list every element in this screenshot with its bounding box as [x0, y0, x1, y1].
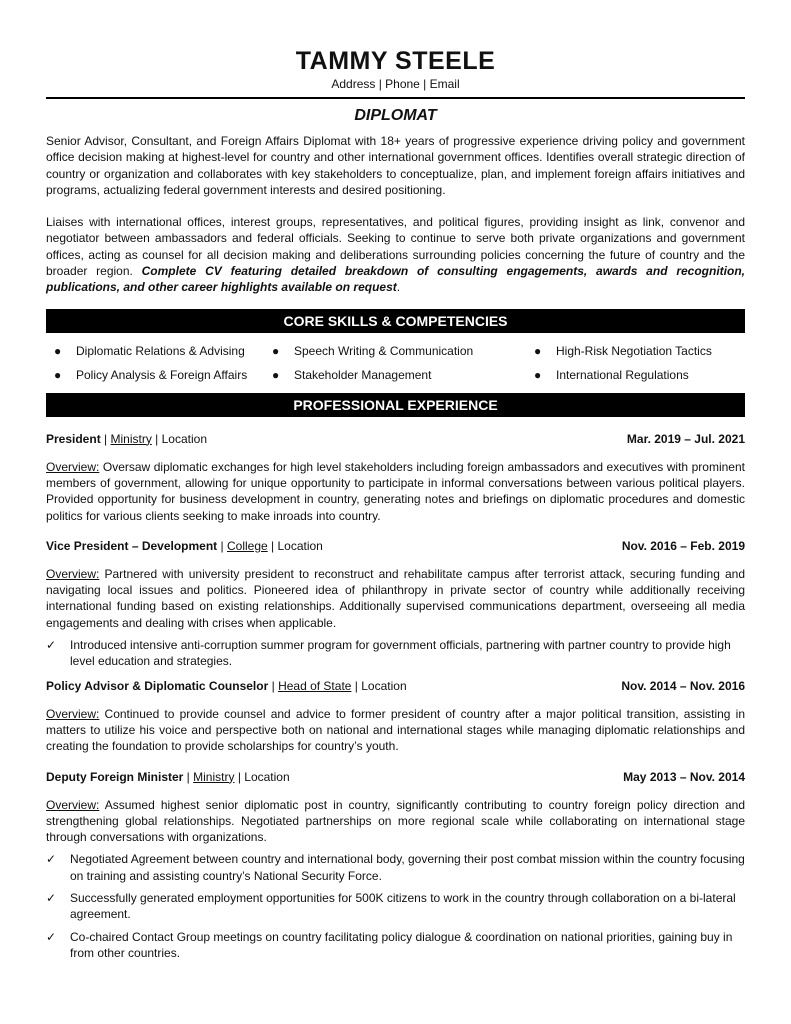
job-organization: Ministry: [193, 769, 235, 784]
skill-label: International Regulations: [556, 367, 689, 382]
overview-text: Oversaw diplomatic exchanges for high level stakeholders including foreign ambassadors and executives with prominent members of government, allowing for unique opportunity to participate in informal conversations between various political players. Provided opportunity for business development in country, generating notes and briefings on diplomatic procedures and domestic politics for various clients seeking to make inroads into country.: [46, 459, 745, 523]
candidate-name: TAMMY STEELE: [295, 47, 496, 75]
achievement-text: Introduced intensive anti-corruption summer program for government officials, partnering with partner country to provide high level education and strategies.: [70, 638, 731, 669]
achievement-list: [46, 851, 745, 961]
skill-label: Stakeholder Management: [294, 367, 432, 382]
skill-item: [272, 343, 474, 359]
header-divider: [46, 97, 745, 99]
summary-cv-note: Complete CV featuring detailed breakdown of consulting engagements, awards and recognition, publications, and other career highlights available on request: [46, 264, 745, 295]
skill-label: Speech Writing & Communication: [294, 343, 474, 358]
achievement-text: Co-chaired Contact Group meetings on country facilitating policy dialogue & coordination on national priorities, gaining buy in from other countries.: [70, 929, 733, 960]
achievement-text: Successfully generated employment opportunities for 500K citizens to work in the country through collaboration on a bi-lateral agreement.: [70, 891, 736, 922]
job-role: Policy Advisor & Diplomatic Counselor: [46, 678, 269, 693]
skill-item: [54, 367, 248, 383]
job-overview: [46, 797, 745, 846]
achievement-item: [46, 851, 745, 884]
overview-text: Continued to provide counsel and advice to former president of country after a major political transition, assisting in matters to utilize his voice and perspective both on national and international stages while managing diplomatic relationships and creating the foundation to provide scholarships for country’s youth.: [46, 706, 745, 754]
disc-bullet-icon: ●: [272, 343, 280, 358]
skill-label: Policy Analysis & Foreign Affairs: [76, 367, 248, 382]
job-dates: May 2013 – Nov. 2014: [623, 769, 745, 784]
overview-label: Overview:: [46, 459, 100, 474]
summary-paragraph-1: Senior Advisor, Consultant, and Foreign Affairs Diplomat with 18+ years of progressive experience driving policy and government office decision making at highest-level for country and other international government offices. Identifies overall strategic direction of country or organization and collaborates with key stakeholders to conceptualize, plan, and implement foreign affairs initiatives and programs, actualizing federal government interests and desired positioning.: [46, 134, 745, 197]
job-location: Location: [361, 678, 407, 693]
job-overview: [46, 566, 745, 631]
job-dates: Nov. 2016 – Feb. 2019: [621, 538, 745, 553]
achievement-item: [46, 637, 745, 670]
summary-paragraph-2-text: Liaises with international offices, interest groups, representatives, and political figures, providing insight as link, convenor and negotiator between ambassadors and federal officials. Seeking to continue to serve both private organizations and government offices, acting as counsel for all decision making and deliberations surrounding policies concerning the future of country and the broader region.: [46, 215, 745, 279]
achievement-item: [46, 929, 745, 962]
job-entry: [46, 538, 745, 670]
job-title: DIPLOMAT: [354, 107, 437, 124]
checkmark-icon: ✓: [46, 852, 57, 867]
job-dates: Mar. 2019 – Jul. 2021: [626, 431, 745, 446]
job-header: Policy Advisor & Diplomatic Counselor | Head of State | Location Nov. 2014 – Nov. 2016: [46, 678, 745, 693]
skill-label: Diplomatic Relations & Advising: [76, 343, 245, 358]
achievement-item: [46, 890, 745, 923]
job-entry: [46, 678, 745, 755]
achievement-text: Negotiated Agreement between country and international body, governing their post combat mission within the country focusing on training and assisting country’s National Security Force.: [70, 852, 745, 883]
checkmark-icon: ✓: [46, 638, 57, 653]
checkmark-icon: ✓: [46, 929, 57, 944]
job-organization: Ministry: [110, 431, 152, 446]
overview-text: Assumed highest senior diplomatic post in country, significantly contributing to country foreign policy direction and strengthening global relationships. Negotiated partnerships on more regional scale while collaborating on international stage through conversations with organizations.: [46, 797, 745, 845]
job-role: Deputy Foreign Minister: [46, 769, 184, 784]
experience-section-heading: PROFESSIONAL EXPERIENCE: [46, 393, 745, 417]
job-entry: [46, 769, 745, 962]
skill-item: [272, 367, 432, 383]
disc-bullet-icon: ●: [272, 367, 280, 382]
overview-label: Overview:: [46, 566, 100, 581]
skill-item: [54, 343, 245, 359]
contact-line: Address | Phone | Email: [331, 77, 460, 91]
job-header: Vice President – Development | College | Location Nov. 2016 – Feb. 2019: [46, 538, 745, 553]
overview-label: Overview:: [46, 797, 100, 812]
job-location: Location: [244, 769, 290, 784]
checkmark-icon: ✓: [46, 891, 57, 906]
overview-text: Partnered with university president to reconstruct and rehabilitate campus after terrorist attack, securing funding and navigating local issues and politics. Pioneered idea of philanthropy in private sector of country while additionally receiving international funding based on existing relationships. Additionally supervised communications department, overseeing all media engagements and dealing with crises when applicable.: [46, 566, 745, 630]
disc-bullet-icon: ●: [54, 343, 62, 358]
job-overview: [46, 706, 745, 755]
summary-paragraph-2: [46, 214, 745, 295]
job-overview: [46, 459, 745, 524]
summary-paragraph-2-end: .: [396, 280, 401, 295]
job-header: Deputy Foreign Minister | Ministry | Location May 2013 – Nov. 2014: [46, 769, 745, 784]
disc-bullet-icon: ●: [534, 343, 542, 358]
skill-item: [534, 343, 712, 359]
disc-bullet-icon: ●: [534, 367, 542, 382]
achievement-list: [46, 637, 745, 670]
job-location: Location: [161, 431, 207, 446]
job-entry: [46, 431, 745, 524]
job-header: President | Ministry | Location Mar. 2019 – Jul. 2021: [46, 431, 745, 446]
skills-section-heading: CORE SKILLS & COMPETENCIES: [46, 309, 745, 333]
resume-page: [46, 0, 745, 967]
overview-label: Overview:: [46, 706, 100, 721]
job-role: Vice President – Development: [46, 538, 218, 553]
job-role: President: [46, 431, 101, 446]
job-organization: Head of State: [278, 678, 352, 693]
job-location: Location: [277, 538, 323, 553]
skill-item: [534, 367, 689, 383]
job-dates: Nov. 2014 – Nov. 2016: [621, 678, 745, 693]
job-organization: College: [226, 538, 268, 553]
skills-list: [46, 343, 745, 393]
skill-label: High-Risk Negotiation Tactics: [556, 343, 712, 358]
disc-bullet-icon: ●: [54, 367, 62, 382]
